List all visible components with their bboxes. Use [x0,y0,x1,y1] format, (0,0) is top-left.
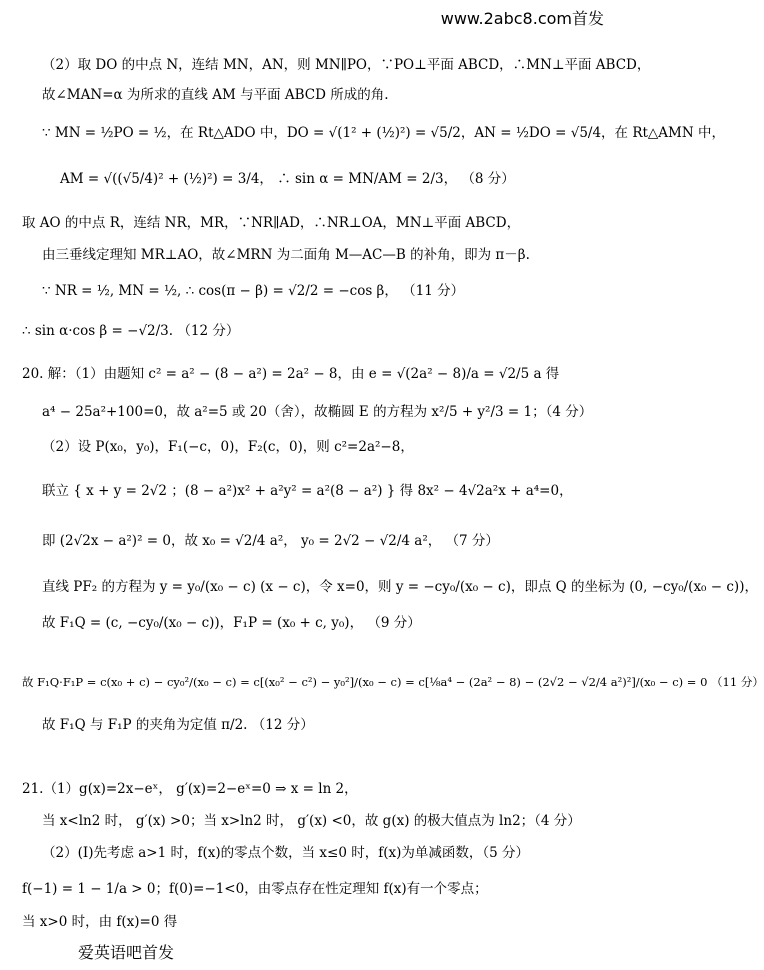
text-line: a⁴ − 25a²+100=0，故 a²=5 或 20（舍），故椭圆 E 的方程为 x²/5 + y²/3 = 1；（4 分） [42,404,593,420]
text-line: ∵ MN = ½PO = ½，在 Rt△ADO 中，DO = √(1² + (½)²) = √5/2，AN = ½DO = √5/4，在 Rt△AMN 中， [42,125,725,141]
text-line: 故∠MAN=α 为所求的直线 AM 与平面 ABCD 所成的角. [42,87,389,103]
footer-text: 爱英语吧首发 [78,943,175,962]
text-line: 当 x<ln2 时， g′(x) >0；当 x>ln2 时， g′(x) <0，故 g(x) 的极大值点为 ln2；（4 分） [42,813,581,829]
text-line: 即 (2√2x − a²)² = 0，故 x₀ = √2/4 a²， y₀ = 2√2 − √2/4 a²， （7 分） [42,533,499,549]
text-line: 由三垂线定理知 MR⊥AO，故∠MRN 为二面角 M—AC—B 的补角，即为 π－β. [42,247,530,263]
text-line: 21.（1）g(x)=2x−eˣ， g′(x)=2−eˣ=0 ⇒ x = ln 2， [22,781,358,797]
text-line: 直线 PF₂ 的方程为 y = y₀/(x₀ − c) (x − c)，令 x=0，则 y = −cy₀/(x₀ − c)，即点 Q 的坐标为 (0, −cy₀/(x₀ − c))， [42,579,758,595]
text-line: ∵ NR = ½, MN = ½, ∴ cos(π − β) = √2/2 = −cos β， （11 分） [42,283,465,299]
text-line: 故 F₁Q·F₁P = c(x₀ + c) − cy₀²/(x₀ − c) = c[(x₀² − c²) − y₀²]/(x₀ − c) = c[⅛a⁴ − (2a² − 8) − (2√2 − √2/4 a²)²]/(x₀ − c) = 0 （11 分） [22,675,764,689]
text-line: （2）设 P(x₀，y₀)，F₁(−c，0)，F₂(c，0)，则 c²=2a²−8， [42,439,414,455]
text-line: 故 F₁Q 与 F₁P 的夹角为定值 π/2. （12 分） [42,717,314,733]
text-line: 联立 { x + y = 2√2 ；(8 − a²)x² + a²y² = a²(8 − a²) } 得 8x² − 4√2a²x + a⁴=0， [42,483,573,499]
text-line: ∴ sin α·cos β = −√2/3. （12 分） [22,323,240,339]
text-line: 取 AO 的中点 R，连结 NR，MR，∵NR∥AD，∴NR⊥OA，MN⊥平面 ABCD， [22,215,521,231]
watermark: www.2abc8.com首发 [440,9,604,28]
text-line: （2）(Ⅰ)先考虑 a>1 时，f(x)的零点个数，当 x≤0 时，f(x)为单减函数，（5 分） [42,845,530,861]
text-line: AM = √((√5/4)² + (½)²) = 3/4， ∴ sin α = MN/AM = 2/3， （8 分） [60,171,515,187]
text-line: f(−1) = 1 − 1/a > 0；f(0)=−1<0，由零点存在性定理知 f(x)有一个零点； [22,881,488,897]
text-line: （2）取 DO 的中点 N，连结 MN，AN，则 MN∥PO，∵PO⊥平面 ABCD，∴MN⊥平面 ABCD， [42,57,651,73]
text-line: 20. 解：（1）由题知 c² = a² − (8 − a²) = 2a² − 8，由 e = √(2a² − 8)/a = √2/5 a 得 [22,366,560,382]
text-line: 故 F₁Q = (c, −cy₀/(x₀ − c))，F₁P = (x₀ + c, y₀)， （9 分） [42,615,421,631]
text-line: 当 x>0 时，由 f(x)=0 得 [22,914,178,930]
